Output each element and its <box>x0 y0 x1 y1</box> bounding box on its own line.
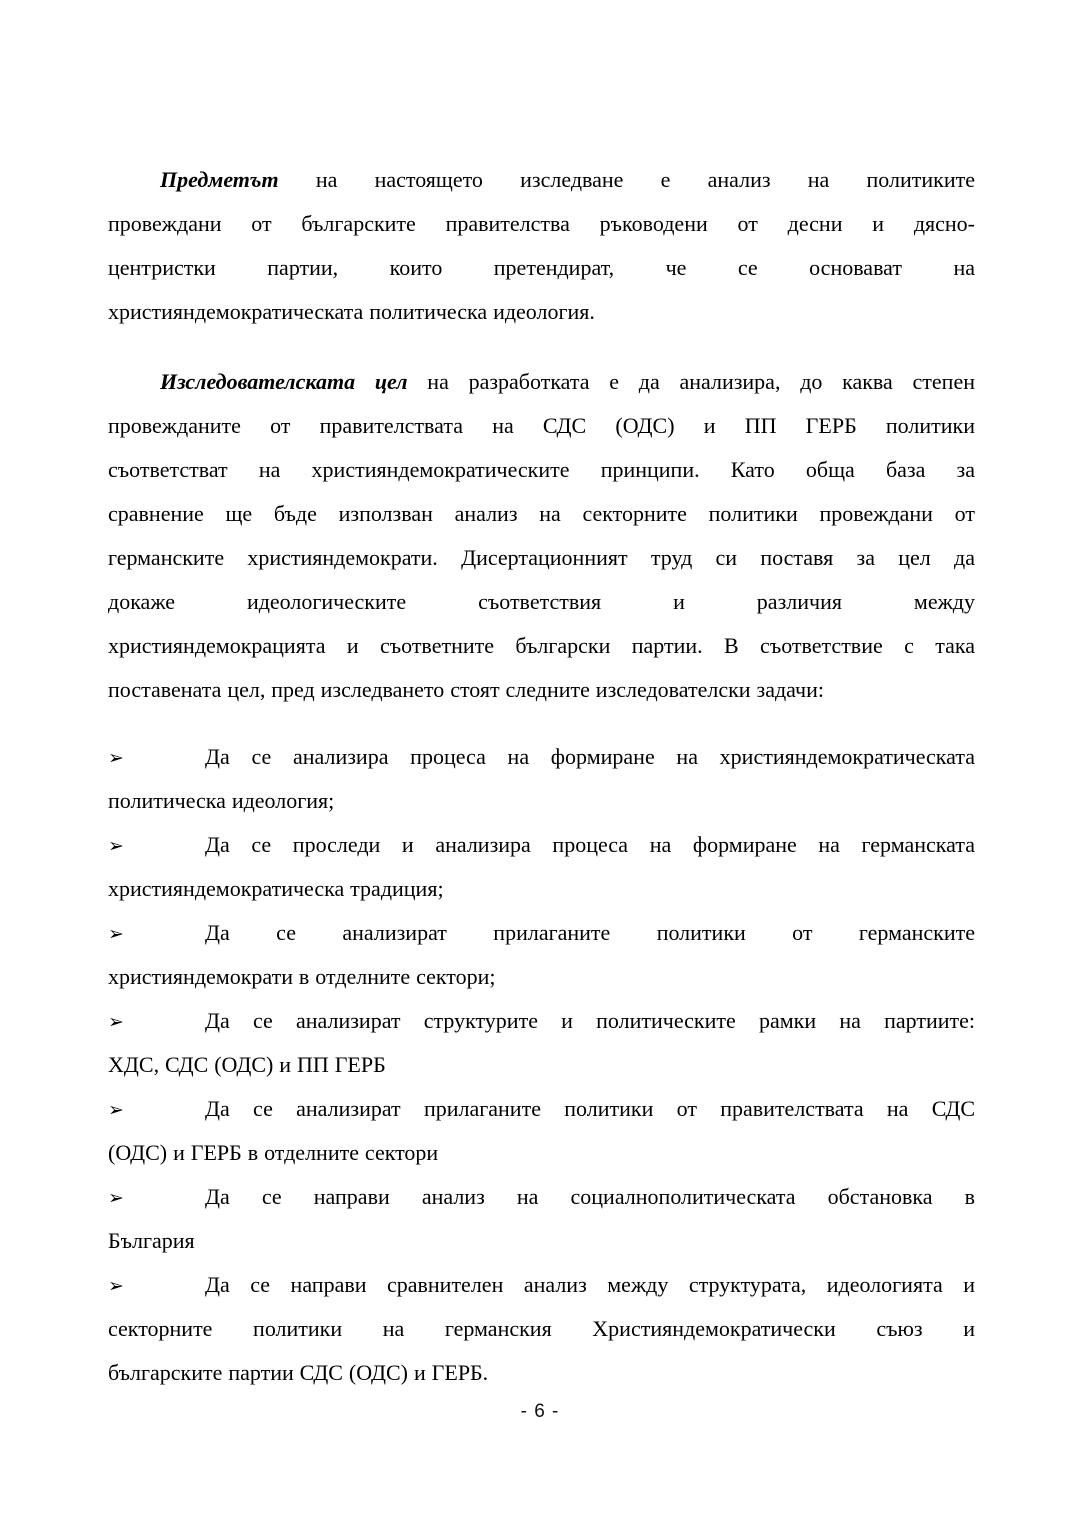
list-item <box>108 1175 975 1263</box>
page-footer <box>0 1401 1080 1423</box>
text-line: християндемократи в отделните сектори; <box>108 964 496 989</box>
text-line: (ОДС) и ГЕРБ в отделните сектори <box>108 1140 439 1165</box>
list-item <box>108 735 975 823</box>
text-line: германските християндемократи. Дисертационният труд си поставя за цел да <box>108 545 975 570</box>
list-item <box>108 823 975 911</box>
text-line: ➢ Да се направи сравнителен анализ между структурата, идеологията и <box>108 1263 975 1307</box>
text-line: секторните политики на германския Християндемократически съюз и <box>108 1316 975 1341</box>
text-line: ➢ Да се анализира процеса на формиране на християндемократическата <box>108 735 975 779</box>
text-line: докаже идеологическите съответствия и различия между <box>108 589 975 614</box>
page-number: - 6 - <box>520 1401 560 1422</box>
text-line: провежданите от правителствата на СДС (ОДС) и ПП ГЕРБ политики <box>108 413 975 438</box>
bullet-arrow-icon: ➢ <box>108 1187 124 1209</box>
text-line: съответстват на християндемократическите принципи. Като обща база за <box>108 457 975 482</box>
text-line: сравнение ще бъде използван анализ на секторните политики провеждани от <box>108 501 975 526</box>
text-line: България <box>108 1228 195 1253</box>
text-line: поставената цел, пред изследването стоят следните изследователски задачи: <box>108 677 824 702</box>
bullet-arrow-icon: ➢ <box>108 923 124 945</box>
list-item <box>108 1263 975 1395</box>
text-line: ➢ Да се направи анализ на социалнополитическата обстановка в <box>108 1175 975 1219</box>
text-line: провеждани от българските правителства ръководени от десни и дясно- <box>108 211 975 236</box>
bullet-arrow-icon: ➢ <box>108 1275 124 1297</box>
bullet-arrow-icon: ➢ <box>108 747 124 769</box>
paragraph-lead: Изследователската цел <box>160 369 408 394</box>
list-item <box>108 911 975 999</box>
text-line: политическа идеология; <box>108 788 335 813</box>
text-line: Предметът на настоящето изследване е анализ на политиките <box>160 167 975 192</box>
text-line: българските партии СДС (ОДС) и ГЕРБ. <box>108 1360 489 1385</box>
text-line: центристки партии, които претендират, че се основават на <box>108 255 975 280</box>
bullet-arrow-icon: ➢ <box>108 835 124 857</box>
document-body <box>108 158 975 1395</box>
text-line: ХДС, СДС (ОДС) и ПП ГЕРБ <box>108 1052 386 1077</box>
text-line: християндемократическа традиция; <box>108 876 444 901</box>
paragraph <box>108 158 975 334</box>
text-line: ➢ Да се анализират прилаганите политики от германските <box>108 911 975 955</box>
list-item <box>108 1087 975 1175</box>
bullet-arrow-icon: ➢ <box>108 1011 124 1033</box>
list-item <box>108 999 975 1087</box>
text-line: християндемократическата политическа идеология. <box>108 299 595 324</box>
text-line: Изследователската цел на разработката е да анализира, до каква степен <box>160 369 975 394</box>
text-line: християндемокрацията и съответните български партии. В съответствие с така <box>108 633 975 658</box>
bullet-arrow-icon: ➢ <box>108 1099 124 1121</box>
paragraph <box>108 360 975 712</box>
text-line: ➢ Да се проследи и анализира процеса на формиране на германската <box>108 823 975 867</box>
text-line: ➢ Да се анализират прилаганите политики от правителствата на СДС <box>108 1087 975 1131</box>
paragraph-lead: Предметът <box>160 167 279 192</box>
text-line: ➢ Да се анализират структурите и политическите рамки на партиите: <box>108 999 975 1043</box>
